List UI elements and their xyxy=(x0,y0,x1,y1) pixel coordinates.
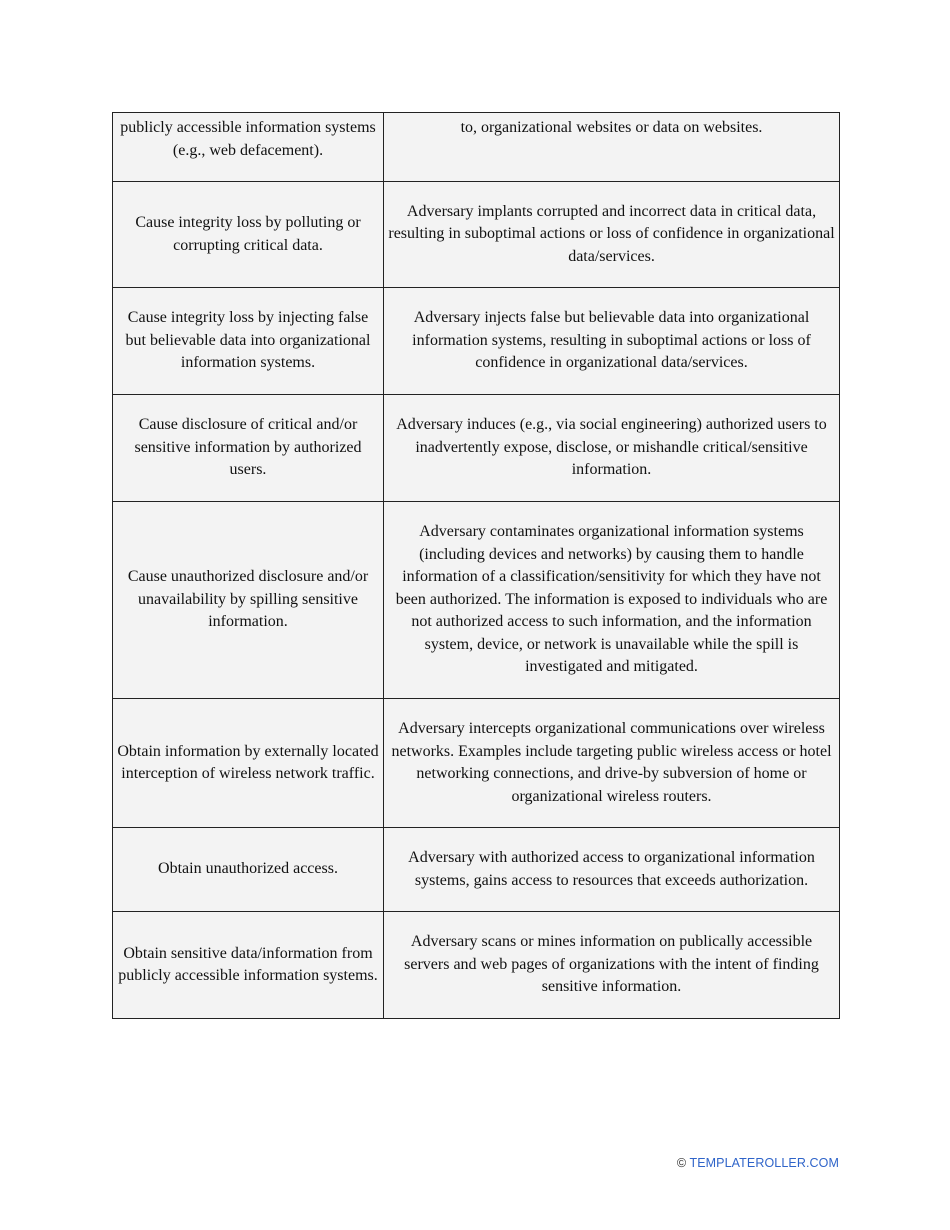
table-row xyxy=(113,502,840,699)
threat-event-cell: publicly accessible information systems (e.g., web defacement). xyxy=(113,113,384,182)
threat-description-cell: Adversary with authorized access to organizational information systems, gains access to resources that exceeds authorization. xyxy=(384,828,840,912)
table-row xyxy=(113,182,840,288)
templateroller-link[interactable]: TEMPLATEROLLER.COM xyxy=(689,1156,839,1170)
table-row xyxy=(113,828,840,912)
threat-description-cell: Adversary contaminates organizational information systems (including devices and networks) by causing them to handle information of a classification/sensitivity for which they have not been authorized. The information is exposed to individuals who are not authorized access to such information, and the information system, device, or network is unavailable while the spill is investigated and mitigated. xyxy=(384,502,840,699)
threat-event-cell: Obtain information by externally located interception of wireless network traffic. xyxy=(113,699,384,828)
threat-description-cell: Adversary scans or mines information on publically accessible servers and web pages of organizations with the intent of finding sensitive information. xyxy=(384,912,840,1019)
table-row xyxy=(113,912,840,1019)
threat-event-cell: Cause unauthorized disclosure and/or unavailability by spilling sensitive information. xyxy=(113,502,384,699)
threat-description-cell: Adversary implants corrupted and incorrect data in critical data, resulting in suboptimal actions or loss of confidence in organizational data/services. xyxy=(384,182,840,288)
table-row xyxy=(113,395,840,502)
table-row xyxy=(113,699,840,828)
threat-events-table xyxy=(112,112,840,1019)
threat-description-cell: Adversary injects false but believable data into organizational information systems, resulting in suboptimal actions or loss of confidence in organizational data/services. xyxy=(384,288,840,395)
threat-event-cell: Cause disclosure of critical and/or sensitive information by authorized users. xyxy=(113,395,384,502)
threat-description-cell: to, organizational websites or data on websites. xyxy=(384,113,840,182)
threat-event-cell: Obtain unauthorized access. xyxy=(113,828,384,912)
table-row xyxy=(113,288,840,395)
table-row xyxy=(113,113,840,182)
threat-event-cell: Cause integrity loss by injecting false but believable data into organizational information systems. xyxy=(113,288,384,395)
threat-event-cell: Obtain sensitive data/information from publicly accessible information systems. xyxy=(113,912,384,1019)
threat-event-cell: Cause integrity loss by polluting or corrupting critical data. xyxy=(113,182,384,288)
threat-description-cell: Adversary induces (e.g., via social engineering) authorized users to inadvertently expose, disclose, or mishandle critical/sensitive information. xyxy=(384,395,840,502)
footer-credit xyxy=(677,1156,839,1170)
copyright-symbol: © xyxy=(676,1156,687,1170)
threat-description-cell: Adversary intercepts organizational communications over wireless networks. Examples include targeting public wireless access or hotel networking connections, and drive-by subversion of home or organizational wireless routers. xyxy=(384,699,840,828)
